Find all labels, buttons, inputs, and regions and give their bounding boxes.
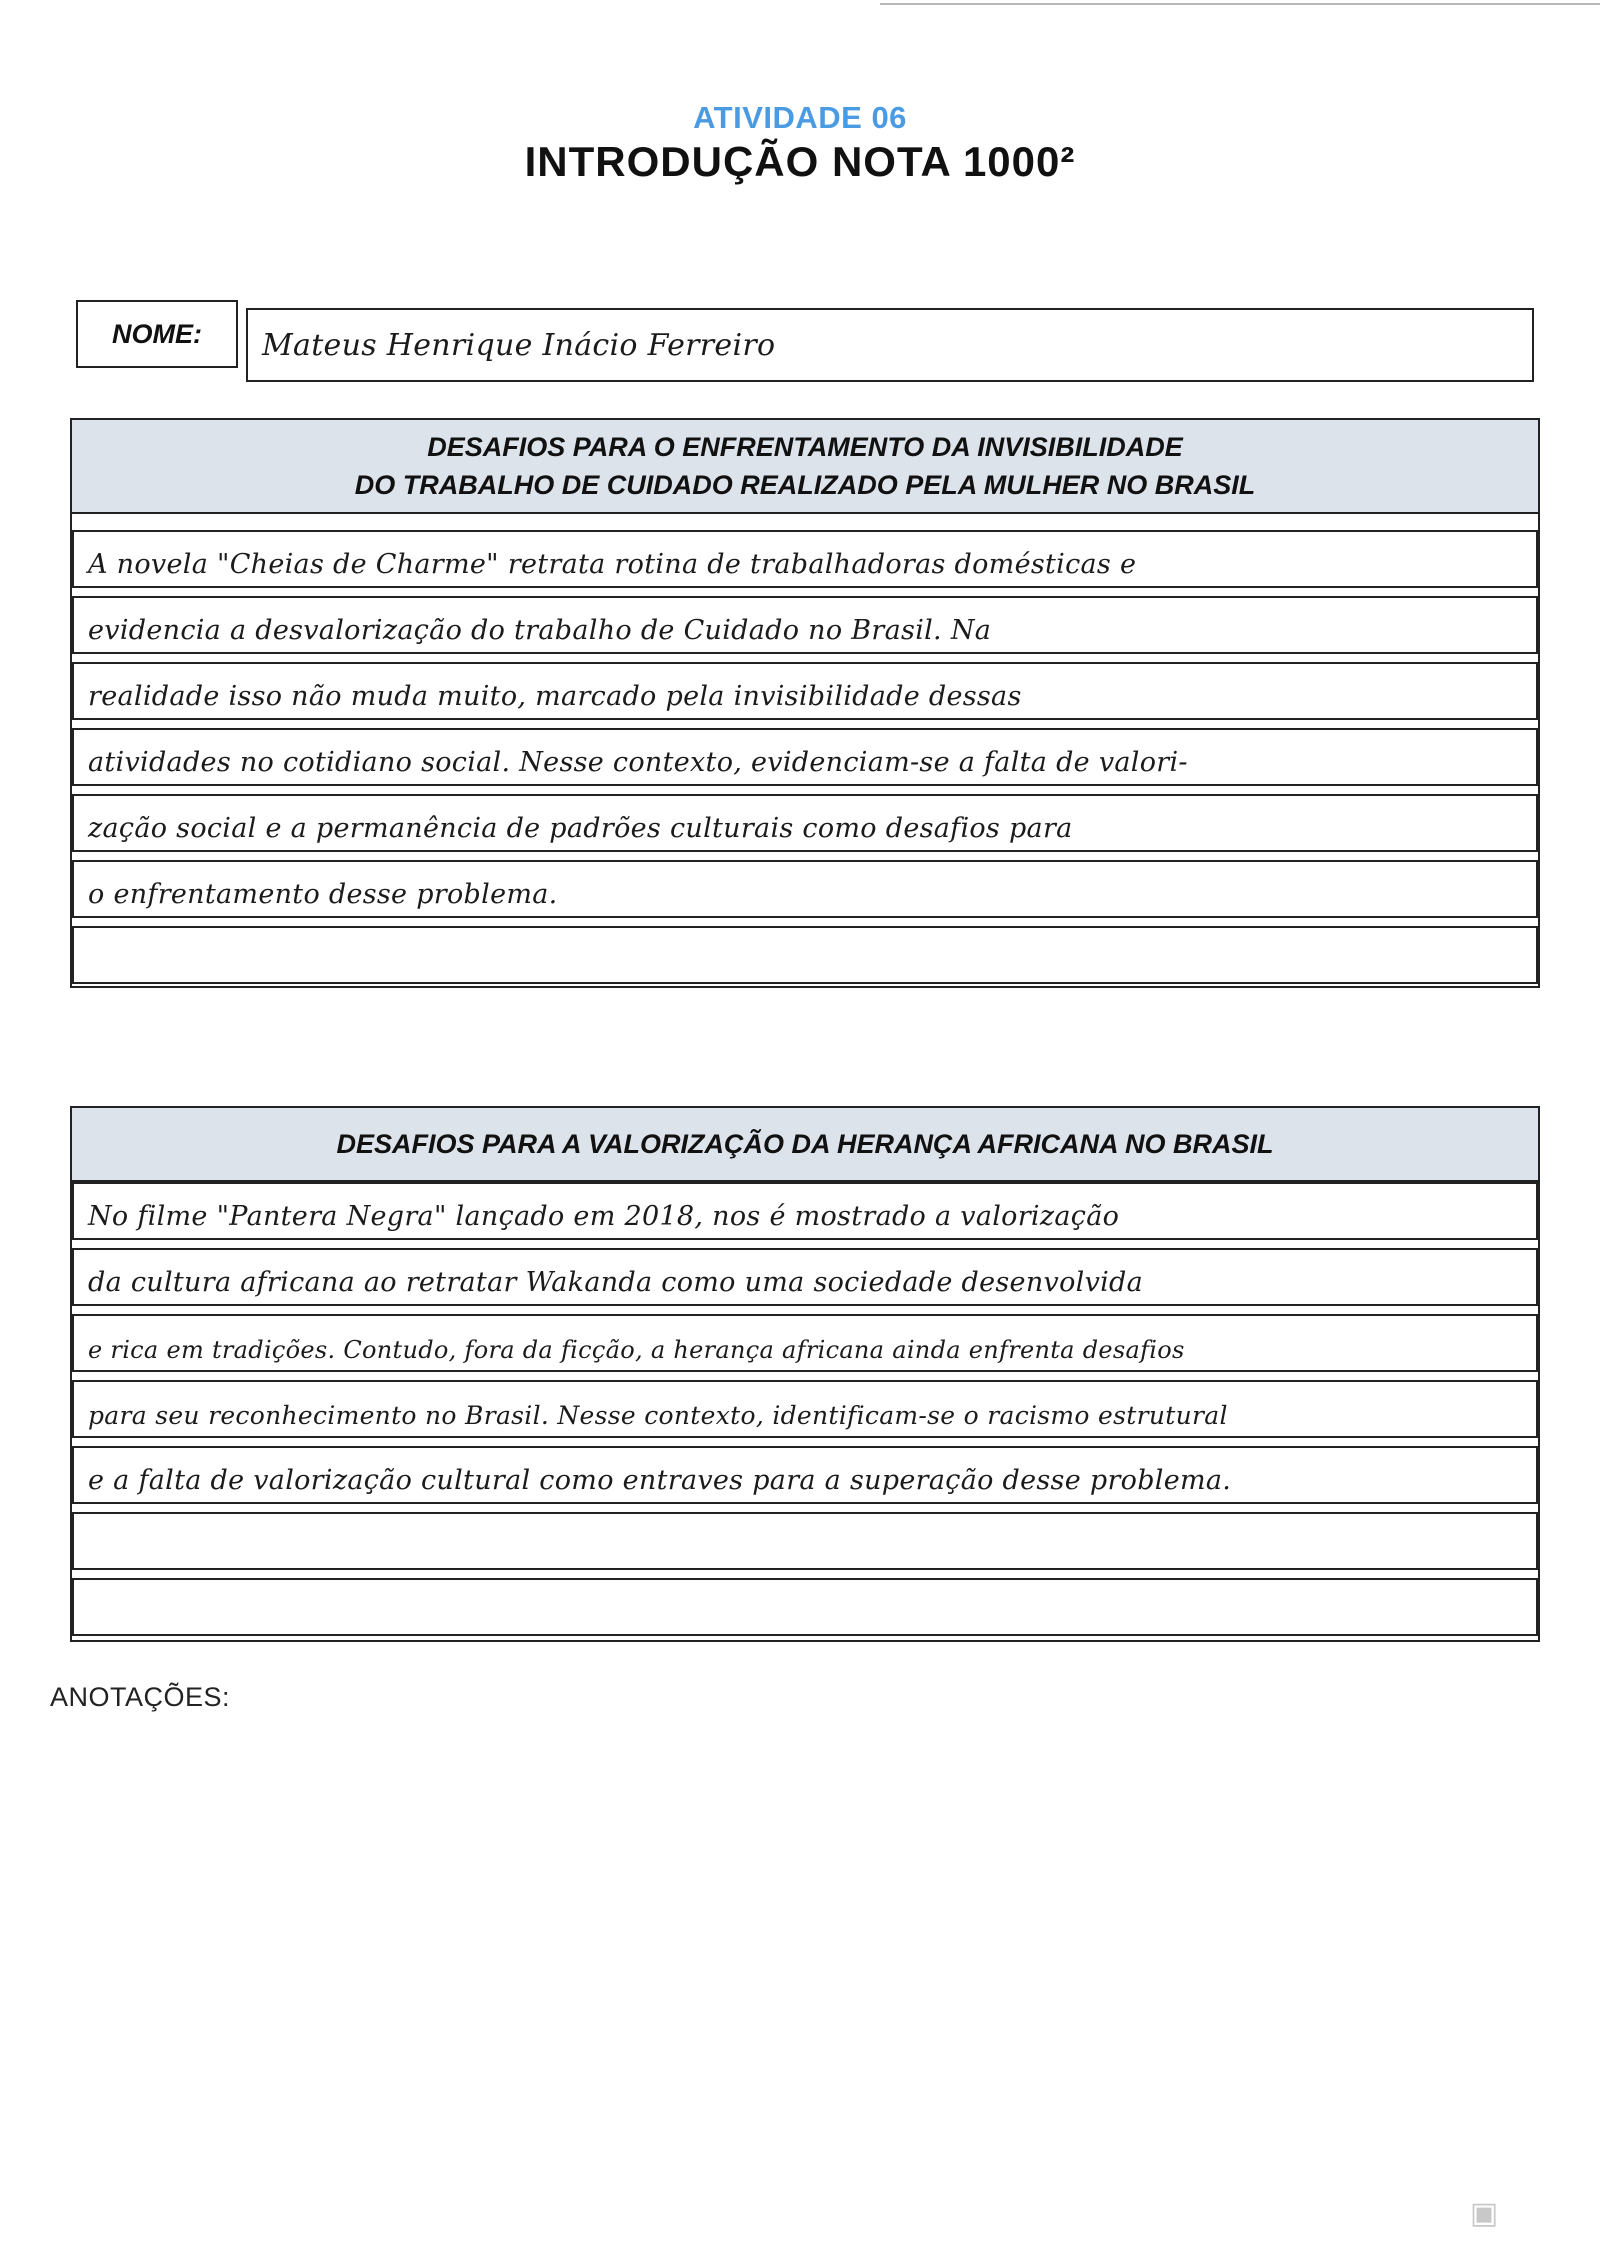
writing-line[interactable]	[72, 1248, 1538, 1306]
handwritten-text: atividades no cotidiano social. Nesse contexto, evidenciam-se a falta de valori-	[88, 747, 1188, 778]
page-stamp-icon: ▣	[1469, 2196, 1499, 2231]
handwritten-text: No filme "Pantera Negra" lançado em 2018, nos é mostrado a valorização	[88, 1201, 1120, 1232]
handwritten-text: da cultura africana ao retratar Wakanda como uma sociedade desenvolvida	[88, 1267, 1144, 1298]
writing-line[interactable]	[72, 794, 1538, 852]
writing-line[interactable]	[72, 662, 1538, 720]
handwritten-text: e rica em tradições. Contudo, fora da ficção, a herança africana ainda enfrenta desafios	[88, 1336, 1185, 1364]
handwritten-text: o enfrentamento desse problema.	[88, 879, 558, 910]
section-heading	[72, 420, 1538, 514]
section-heading-line-1: DESAFIOS PARA A VALORIZAÇÃO DA HERANÇA AFRICANA NO BRASIL	[336, 1129, 1274, 1159]
notes-label: ANOTAÇÕES:	[50, 1682, 231, 1712]
name-handwritten-value: Mateus Henrique Inácio Ferreiro	[262, 327, 776, 363]
handwritten-text: evidencia a desvalorização do trabalho de Cuidado no Brasil. Na	[88, 615, 992, 646]
writing-line[interactable]	[72, 1182, 1538, 1240]
writing-line[interactable]	[72, 530, 1538, 588]
section-african-heritage	[70, 1106, 1540, 1642]
writing-line[interactable]	[72, 728, 1538, 786]
handwritten-text: zação social e a permanência de padrões culturais como desafios para	[88, 813, 1073, 844]
writing-line[interactable]	[72, 596, 1538, 654]
top-edge-rule	[880, 3, 1600, 5]
activity-number: ATIVIDADE 06	[693, 100, 907, 135]
handwritten-text: A novela "Cheias de Charme" retrata rotina de trabalhadoras domésticas e	[88, 549, 1137, 580]
name-field[interactable]	[246, 308, 1534, 382]
writing-line[interactable]	[72, 1446, 1538, 1504]
section-invisibility-care-work	[70, 418, 1540, 988]
writing-line[interactable]	[72, 860, 1538, 918]
writing-line[interactable]	[72, 1314, 1538, 1372]
handwritten-text: realidade isso não muda muito, marcado pela invisibilidade dessas	[88, 681, 1022, 712]
handwritten-text: para seu reconhecimento no Brasil. Nesse contexto, identificam-se o racismo estrutural	[88, 1401, 1228, 1430]
section-heading-line-1: DESAFIOS PARA O ENFRENTAMENTO DA INVISIBILIDADE	[427, 432, 1183, 462]
writing-line[interactable]	[72, 1512, 1538, 1570]
writing-line[interactable]	[72, 1380, 1538, 1438]
section-heading-line-2: DO TRABALHO DE CUIDADO REALIZADO PELA MULHER NO BRASIL	[354, 470, 1256, 500]
page-title: INTRODUÇÃO NOTA 1000²	[524, 138, 1076, 185]
writing-line[interactable]	[72, 1578, 1538, 1636]
section-heading	[72, 1108, 1538, 1182]
handwritten-text: e a falta de valorização cultural como entraves para a superação desse problema.	[88, 1465, 1232, 1496]
writing-line[interactable]	[72, 926, 1538, 984]
name-label: NOME:	[76, 300, 238, 368]
